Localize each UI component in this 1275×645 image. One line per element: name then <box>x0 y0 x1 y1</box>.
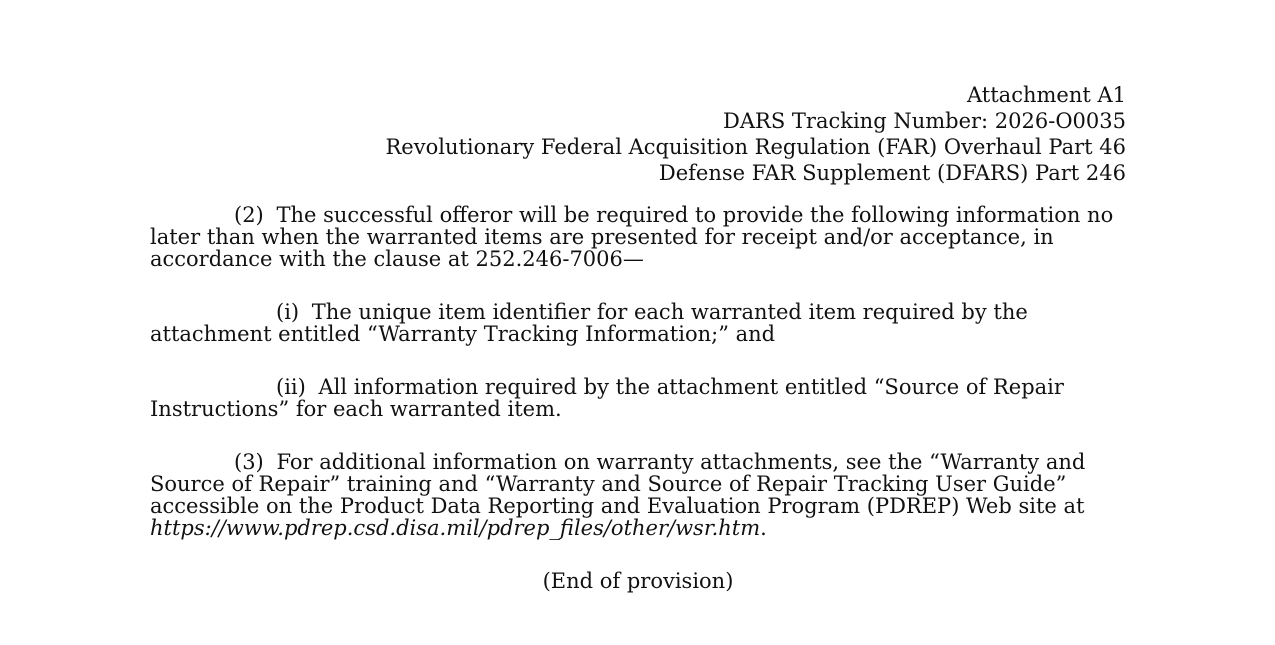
subparagraph-i-label: (i) <box>276 300 300 324</box>
document-header <box>150 82 1126 186</box>
subparagraph-i-text: The unique item identifier for each warranted item required by the attachment entitled “Warranty Tracking Information;” and <box>150 300 1028 346</box>
document-page <box>150 82 1126 593</box>
attachment-label: Attachment A1 <box>967 83 1126 107</box>
paragraph-2-label: (2) <box>234 203 264 227</box>
paragraph-3-trailing-period: . <box>760 516 767 540</box>
subparagraph-ii-text: All information required by the attachment entitled “Source of Repair Instructions” for each warranted item. <box>150 375 1064 421</box>
pdrep-website-link[interactable]: https://www.pdrep.csd.disa.mil/pdrep_files/other/wsr.htm <box>150 516 761 540</box>
subparagraph-ii <box>150 376 1126 420</box>
subparagraph-i <box>150 301 1126 345</box>
paragraph-2-text: The successful offeror will be required to provide the following information no later than when the warranted items are presented for receipt and/or acceptance, in accordance with the clause at 252.246-7006— <box>150 203 1114 271</box>
paragraph-3-text: For additional information on warranty attachments, see the “Warranty and Source of Repair” training and “Warranty and Source of Repair Tracking User Guide” accessible on the Product Data Reporting and Evaluation Program (PDREP) Web site at <box>150 450 1086 518</box>
dfars-part-title: Defense FAR Supplement (DFARS) Part 246 <box>658 161 1126 185</box>
end-of-provision: (End of provision) <box>542 569 734 593</box>
tracking-number: DARS Tracking Number: 2026-O0035 <box>723 109 1126 133</box>
subparagraph-ii-label: (ii) <box>276 375 306 399</box>
paragraph-3 <box>150 451 1126 539</box>
far-part-title: Revolutionary Federal Acquisition Regulation (FAR) Overhaul Part 46 <box>385 135 1126 159</box>
paragraph-2 <box>150 204 1126 270</box>
paragraph-3-label: (3) <box>234 450 264 474</box>
